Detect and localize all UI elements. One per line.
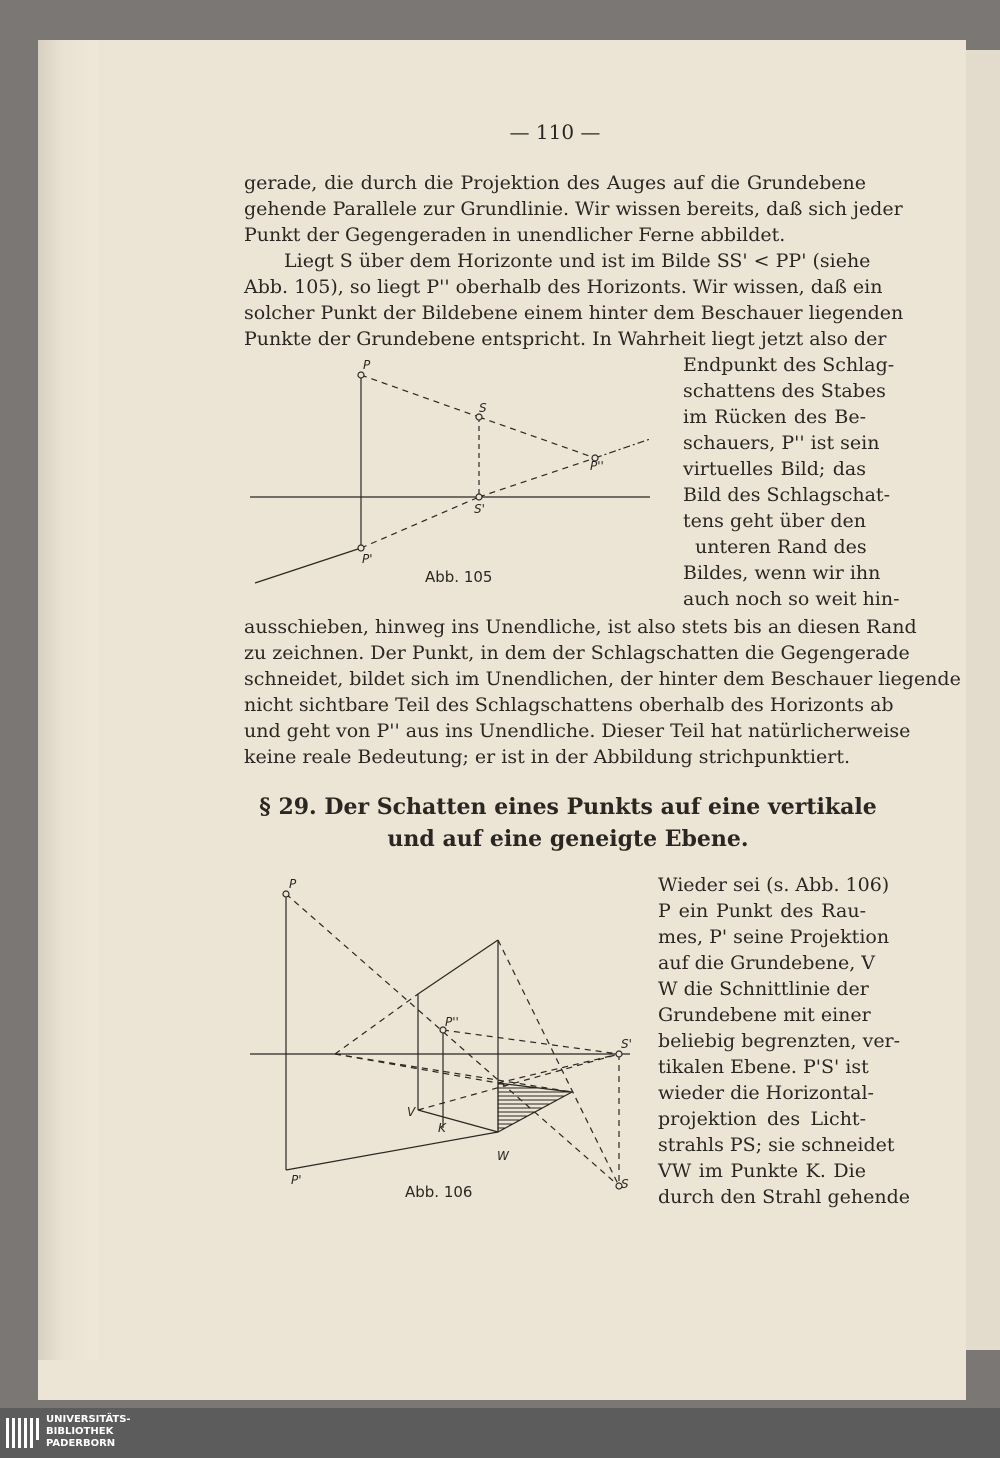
text-line: mes, P' seine Projektion — [658, 926, 890, 948]
page-edges — [38, 40, 98, 1360]
figure-106 — [245, 870, 645, 1190]
text-line: nicht sichtbare Teil des Schlagschattens oberhalb des Horizonts ab — [244, 694, 894, 716]
text-line: Grundebene mit einer — [658, 1004, 871, 1026]
caption-106: Abb. 106 — [405, 1183, 473, 1201]
text-line: gehende Parallele zur Grundlinie. Wir wissen bereits, daß sich jeder — [244, 198, 903, 220]
text-line: und geht von P'' aus ins Unendliche. Dieser Teil hat natürlicherweise — [244, 720, 911, 742]
library-line: UNIVERSITÄTS- — [46, 1414, 131, 1425]
label-P1: P' — [362, 552, 373, 566]
text-line: Bild des Schlagschat- — [683, 484, 890, 506]
label-K: K — [438, 1121, 446, 1135]
text-line: keine reale Bedeutung; er ist in der Abbildung strichpunktiert. — [244, 746, 851, 768]
text-line: auf die Grundebene, V — [658, 952, 875, 974]
section-heading: § 29. Der Schatten eines Punkts auf eine vertikale — [259, 794, 877, 820]
library-logo-icon — [6, 1416, 42, 1450]
text-line: im Rücken des Be- — [683, 406, 866, 428]
figure-105 — [250, 355, 670, 595]
text-line: projektion des Licht- — [658, 1108, 866, 1130]
text-line: auch noch so weit hin- — [683, 588, 900, 610]
label-W: W — [497, 1149, 509, 1163]
text-line: virtuelles Bild; das — [683, 458, 866, 480]
library-line: PADERBORN — [46, 1438, 116, 1449]
label-P: P — [289, 877, 297, 891]
text-line: tens geht über den — [683, 510, 866, 532]
text-line: Punkte der Grundebene entspricht. In Wahrheit liegt jetzt also der — [244, 328, 887, 350]
text-line: strahls PS; sie schneidet — [658, 1134, 895, 1156]
label-P2: P'' — [590, 459, 604, 473]
label-P2: P'' — [445, 1015, 459, 1029]
ground-line — [255, 548, 361, 583]
page-number: — 110 — — [509, 120, 601, 144]
text-line: unteren Rand des — [695, 536, 867, 558]
library-line: BIBLIOTHEK — [46, 1426, 114, 1437]
text-line: Wieder sei (s. Abb. 106) — [658, 874, 890, 896]
label-V: V — [407, 1105, 416, 1119]
text-line: durch den Strahl gehende — [658, 1186, 911, 1208]
text-line: schauers, P'' ist sein — [683, 432, 880, 454]
library-footer — [0, 1408, 1000, 1458]
caption-105: Abb. 105 — [425, 568, 493, 586]
text-line: Abb. 105), so liegt P'' oberhalb des Horizonts. Wir wissen, daß ein — [244, 276, 883, 298]
label-P: P — [363, 358, 371, 372]
label-S: S — [479, 401, 487, 415]
text-line: Bildes, wenn wir ihn — [683, 562, 881, 584]
section-heading-cont: und auf eine geneigte Ebene. — [387, 826, 749, 852]
label-S1: S' — [474, 502, 485, 516]
text-line: beliebig begrenzten, ver- — [658, 1030, 901, 1052]
text-line: schneidet, bildet sich im Unendlichen, der hinter dem Beschauer liegende — [244, 668, 961, 690]
text-line: schattens des Stabes — [683, 380, 886, 402]
text-line: VW im Punkte K. Die — [658, 1160, 866, 1182]
text-line: Liegt S über dem Horizonte und ist im Bilde SS' < PP' (siehe — [284, 250, 871, 272]
label-P1: P' — [291, 1173, 302, 1187]
text-line: Endpunkt des Schlag- — [683, 354, 895, 376]
label-S1: S' — [621, 1037, 632, 1051]
text-line: gerade, die durch die Projektion des Auges auf die Grundebene — [244, 172, 866, 194]
text-line: Punkt der Gegengeraden in unendlicher Ferne abbildet. — [244, 224, 786, 246]
text-line: zu zeichnen. Der Punkt, in dem der Schlagschatten die Gegengerade — [244, 642, 910, 664]
facing-page-edge — [966, 50, 1000, 1350]
text-line: wieder die Horizontal- — [658, 1082, 874, 1104]
text-line: ausschieben, hinweg ins Unendliche, ist also stets bis an diesen Rand — [244, 616, 917, 638]
text-line: P ein Punkt des Rau- — [658, 900, 866, 922]
text-line: tikalen Ebene. P'S' ist — [658, 1056, 869, 1078]
library-name — [46, 1414, 131, 1450]
text-line: W die Schnittlinie der — [658, 978, 869, 1000]
text-line: solcher Punkt der Bildebene einem hinter dem Beschauer liegenden — [244, 302, 904, 324]
label-S: S — [621, 1177, 629, 1190]
